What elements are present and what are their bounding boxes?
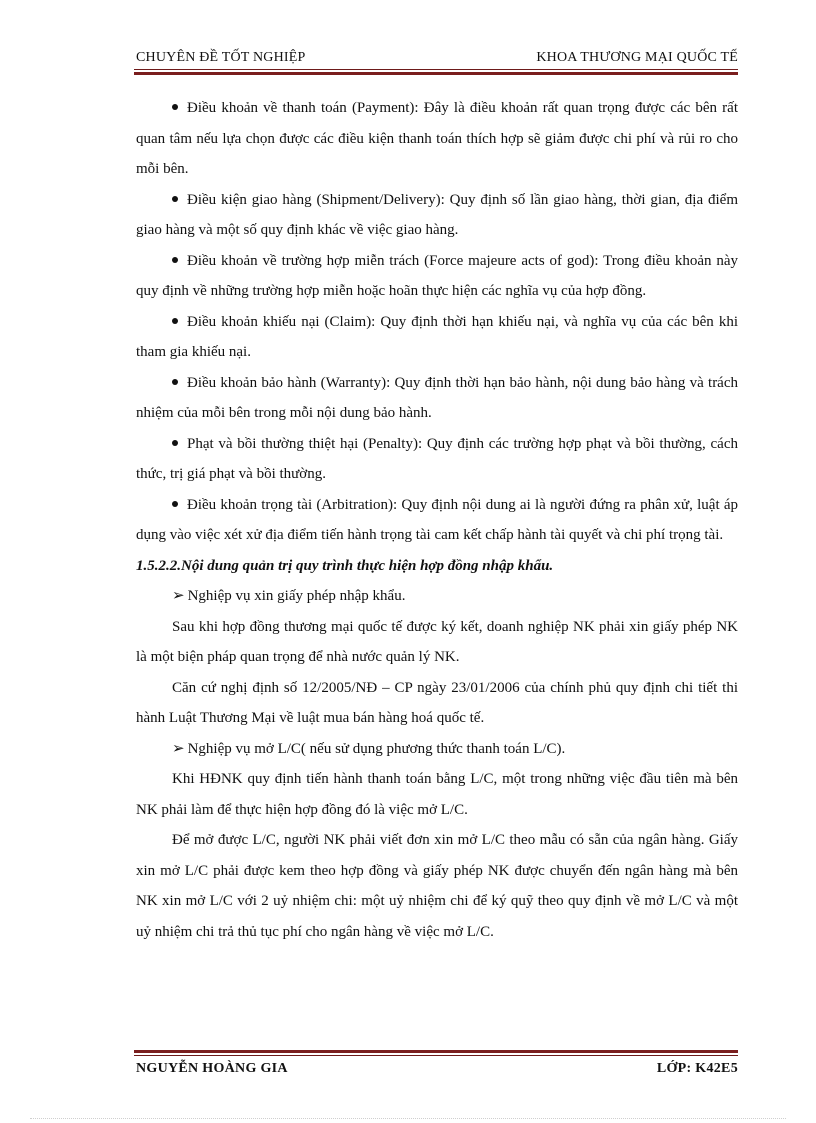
- page-header: [136, 50, 738, 66]
- bullet-dot-icon: [172, 318, 178, 324]
- bullet-dot-icon: [172, 379, 178, 385]
- bullet-paragraph: Điều khoản về thanh toán (Payment): Đây là điều khoản rất quan trọng được các bên rất quan tâm nếu lựa chọn được các điều kiện thanh toán thích hợp sẽ giảm được chi phí và rủi ro cho mỗi bên.: [136, 100, 738, 177]
- bullet-paragraph: Điều khoản về trường hợp miễn trách (Force majeure acts of god): Trong điều khoản này quy định về những trường hợp miễn hoặc hoãn thực hiện các nghĩa vụ của hợp đồng.: [136, 252, 738, 299]
- bullet-dot-icon: [172, 440, 178, 446]
- bullet-paragraph: Điều khoản bảo hành (Warranty): Quy định thời hạn bảo hành, nội dung bảo hàng và trách nhiệm của mỗi bên trong mỗi nội dung bảo hành.: [136, 374, 738, 421]
- header-rule: [134, 69, 738, 70]
- page-footer: [136, 1061, 738, 1077]
- footer-rule: [134, 1055, 738, 1056]
- body-paragraph: Sau khi hợp đồng thương mại quốc tế được ký kết, doanh nghiệp NK phải xin giấy phép NK là một biện pháp quan trọng để nhà nước quản lý NK.: [136, 618, 738, 665]
- footer-class: LỚP: K42E5: [656, 1061, 738, 1076]
- header-right-title: KHOA THƯƠNG MẠI QUỐC TẾ: [536, 50, 738, 65]
- header-rule-thick: [134, 72, 738, 75]
- footer-rule-thick: [134, 1050, 738, 1053]
- page-edge-divider: [30, 1118, 786, 1119]
- bullet-dot-icon: [172, 196, 178, 202]
- bullet-dot-icon: [172, 501, 178, 507]
- body-paragraph: Khi HĐNK quy định tiến hành thanh toán bằng L/C, một trong những việc đầu tiên mà bên NK phải làm để thực hiện hợp đồng đó là việc mở L/C.: [136, 771, 738, 818]
- arrow-list-item: ➢ Nghiệp vụ mở L/C( nếu sử dụng phương thức thanh toán L/C).: [136, 734, 738, 765]
- footer-author: NGUYỄN HOÀNG GIA: [136, 1061, 288, 1076]
- arrow-bullet-icon: ➢: [172, 588, 185, 604]
- body-paragraph: Căn cứ nghị định số 12/2005/NĐ – CP ngày 23/01/2006 của chính phủ quy định chi tiết thi hành Luật Thương Mại về luật mua bán hàng hoá quốc tế.: [136, 679, 738, 726]
- body-paragraph: Để mở được L/C, người NK phải viết đơn xin mở L/C theo mẫu có sẵn của ngân hàng. Giấy xin mở L/C phải được kem theo hợp đồng và giấy phép NK được chuyển đến ngân hàng mà bên NK xin mở L/C với 2 uỷ nhiệm chi: một uỷ nhiệm chi để ký quỹ theo quy định về mở L/C và một uỷ nhiệm chi trả thủ tục phí cho ngân hàng về việc mở L/C.: [136, 832, 738, 940]
- document-body: [136, 93, 738, 947]
- bullet-dot-icon: [172, 104, 178, 110]
- bullet-paragraph: Phạt và bồi thường thiệt hại (Penalty): Quy định các trường hợp phạt và bồi thường, cách thức, trị giá phạt và bồi thường.: [136, 435, 738, 482]
- bullet-paragraph: Điều khoản khiếu nại (Claim): Quy định thời hạn khiếu nại, và nghĩa vụ của các bên khi tham gia khiếu nại.: [136, 313, 738, 360]
- arrow-bullet-icon: ➢: [172, 740, 185, 757]
- bullet-dot-icon: [172, 257, 178, 263]
- header-left-title: CHUYÊN ĐỀ TỐT NGHIỆP: [136, 50, 306, 65]
- bullet-paragraph: Điều khoản trọng tài (Arbitration): Quy định nội dung ai là người đứng ra phân xử, luật áp dụng vào việc xét xử địa điểm tiến hành trọng tài cam kết chấp hành tài quyết và chi phí trọng tài.: [136, 496, 738, 543]
- arrow-list-item: ➢ Nghiệp vụ xin giấy phép nhập khẩu.: [136, 581, 738, 612]
- section-heading: 1.5.2.2.Nội dung quản trị quy trình thực hiện hợp đồng nhập khẩu.: [136, 557, 554, 574]
- bullet-paragraph: Điều kiện giao hàng (Shipment/Delivery): Quy định số lần giao hàng, thời gian, địa điểm giao hàng và một số quy định khác về việc giao hàng.: [136, 191, 738, 238]
